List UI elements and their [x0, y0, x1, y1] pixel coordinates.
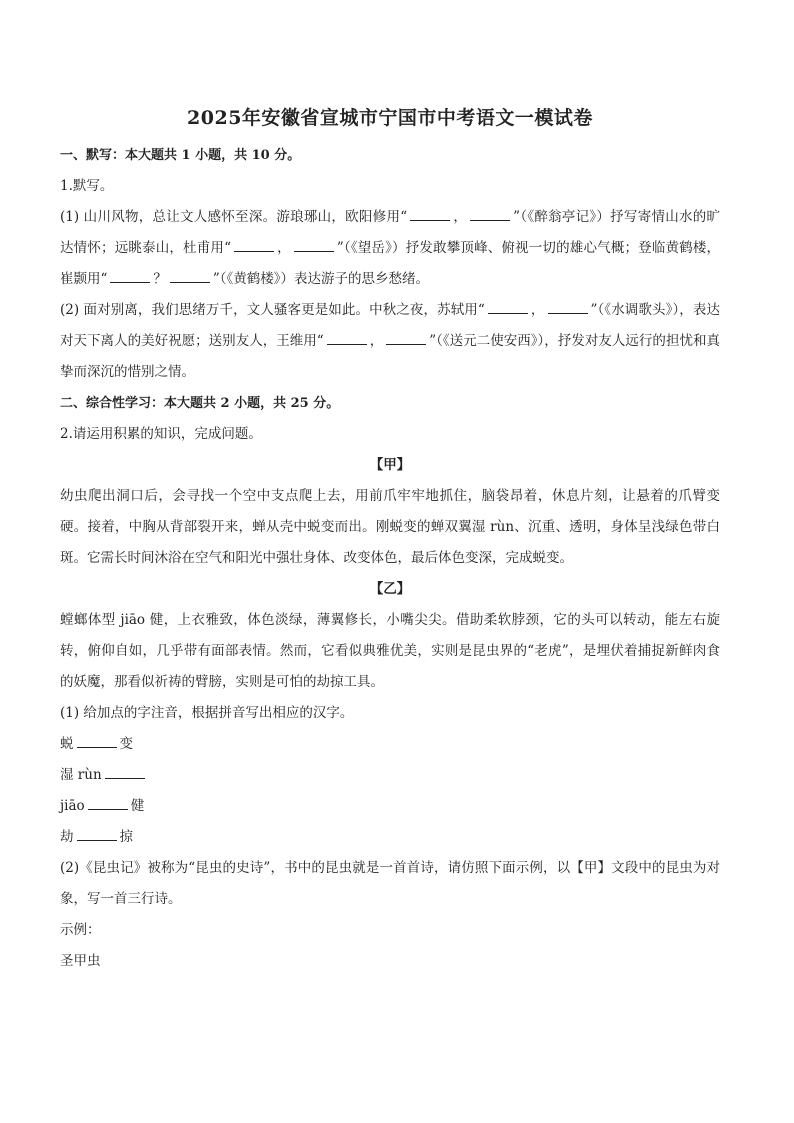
pinyin-item-4 — [60, 822, 720, 853]
text: 情山水的旷达情怀；远眺泰山，杜甫用“ — [60, 209, 721, 256]
text: ”（《醉翁亭记》）抒写寄 — [513, 209, 652, 225]
item-suffix: 掠 — [119, 829, 133, 845]
question-2-sub-1: (1) 给加点的字注音，根据拼音写出相应的汉字。 — [60, 705, 354, 721]
item-suffix: 健 — [130, 798, 145, 814]
item-prefix: jiāo — [60, 798, 85, 814]
text: ？ — [153, 271, 167, 287]
answer-blank[interactable] — [386, 330, 426, 345]
answer-blank[interactable] — [488, 299, 528, 314]
passage-yi-text: 螳螂体型 jiāo 健，上衣雅致，体色淡绿，薄翼修长，小嘴尖尖。借助柔软脖颈，它的头可以转动，能左右旋转，俯仰自如，几乎带有面部表情。然而，它看似典雅优美，实则是昆虫界的“老虎”，是埋伏着捕捉新鲜肉食的妖魔，那看似祈祷的臂膀，实则是可怕的劫掠工具。 — [60, 612, 720, 690]
text: (2) 面对别离，我们思绪万千，文人骚客更是如此。中秋之夜，苏轼用“ — [60, 302, 485, 318]
answer-blank[interactable] — [170, 268, 210, 283]
answer-blank[interactable] — [410, 206, 450, 221]
text: 头》），表达对天下离人的美好祝愿；送别友人，王维用“ — [60, 302, 720, 349]
pinyin-item-1 — [60, 729, 720, 760]
answer-blank[interactable] — [77, 733, 117, 748]
answer-blank[interactable] — [105, 764, 145, 779]
question-2-stem: 2.请运用积累的知识，完成问题。 — [60, 426, 262, 442]
text: ， — [276, 240, 291, 256]
text: ”（《黄鹤楼》）表达游子的思乡愁绪。 — [212, 271, 430, 287]
example-title: 圣甲虫 — [60, 953, 101, 969]
item-prefix: 蜕 — [60, 736, 74, 752]
question-1-stem: 1.默写。 — [60, 178, 114, 194]
question-1-part-2 — [60, 295, 720, 388]
answer-blank[interactable] — [470, 206, 510, 221]
passage-jia-text: 幼虫爬出洞口后，会寻找一个空中支点爬上去，用前爪牢牢地抓住，脑袋昂着，休息片刻，让悬着的爪臂变硬。接着，中胸从背部裂开来，蝉从壳中蜕变而出。刚蜕变的蝉双翼湿 rùn、沉重、透明，身体呈浅绿色带白斑。它需长时间沐浴在空气和阳光中强壮身体、改变体色，最后体色变深，完成蜕变。 — [60, 488, 720, 566]
page-title: 2025年安徽省宣城市宁国市中考语文一模试卷 — [187, 107, 593, 129]
section-2-header — [60, 388, 720, 419]
section-1-label: 一、默写： — [60, 148, 126, 163]
text: ”（《水调歌 — [590, 302, 652, 318]
question-1-part-1 — [60, 202, 720, 295]
answer-blank[interactable] — [548, 299, 588, 314]
pinyin-item-2 — [60, 760, 720, 791]
answer-blank[interactable] — [77, 826, 117, 841]
answer-blank[interactable] — [88, 795, 128, 810]
section-1-header — [60, 140, 720, 171]
section-1-desc: 本大题共 1 小题，共 10 分。 — [125, 148, 301, 163]
text: 抒发对友人远行的担忧和真挚而深沉的惜别之情。 — [60, 333, 720, 380]
text: ”（《望岳》）抒发敢攀顶峰、俯视一切的雄 — [336, 240, 584, 256]
answer-blank[interactable] — [110, 268, 150, 283]
example-label: 示例： — [60, 922, 101, 938]
section-2-desc: 本大题共 2 小题，共 25 分。 — [164, 396, 340, 411]
question-2-sub-2: (2)《昆虫记》被称为“昆虫的史诗”，书中的昆虫就是一首首诗，请仿照下面示例，以【甲】文段中的昆虫为对象，写一首三行诗。 — [60, 860, 720, 907]
item-suffix: 变 — [119, 736, 133, 752]
answer-blank[interactable] — [294, 237, 334, 252]
answer-blank[interactable] — [234, 237, 274, 252]
exam-page — [60, 98, 720, 977]
answer-blank[interactable] — [327, 330, 367, 345]
text: ”（《送元二使安西》）， — [429, 333, 558, 349]
text: ， — [453, 209, 468, 225]
item-prefix: 湿 rùn — [60, 767, 102, 783]
passage-jia-heading: 【甲】 — [369, 457, 411, 473]
text: (1) 山川风物，总让文人感怀至深。游琅琊山，欧阳修用“ — [60, 209, 408, 225]
text: ， — [530, 302, 545, 318]
text: 心气概；登临黄鹤楼，崔颢用“ — [60, 240, 721, 287]
item-prefix: 劫 — [60, 829, 74, 845]
passage-yi-heading: 【乙】 — [369, 581, 411, 597]
text: ， — [369, 333, 384, 349]
section-2-label: 二、综合性学习： — [60, 396, 165, 411]
pinyin-item-3 — [60, 791, 720, 822]
